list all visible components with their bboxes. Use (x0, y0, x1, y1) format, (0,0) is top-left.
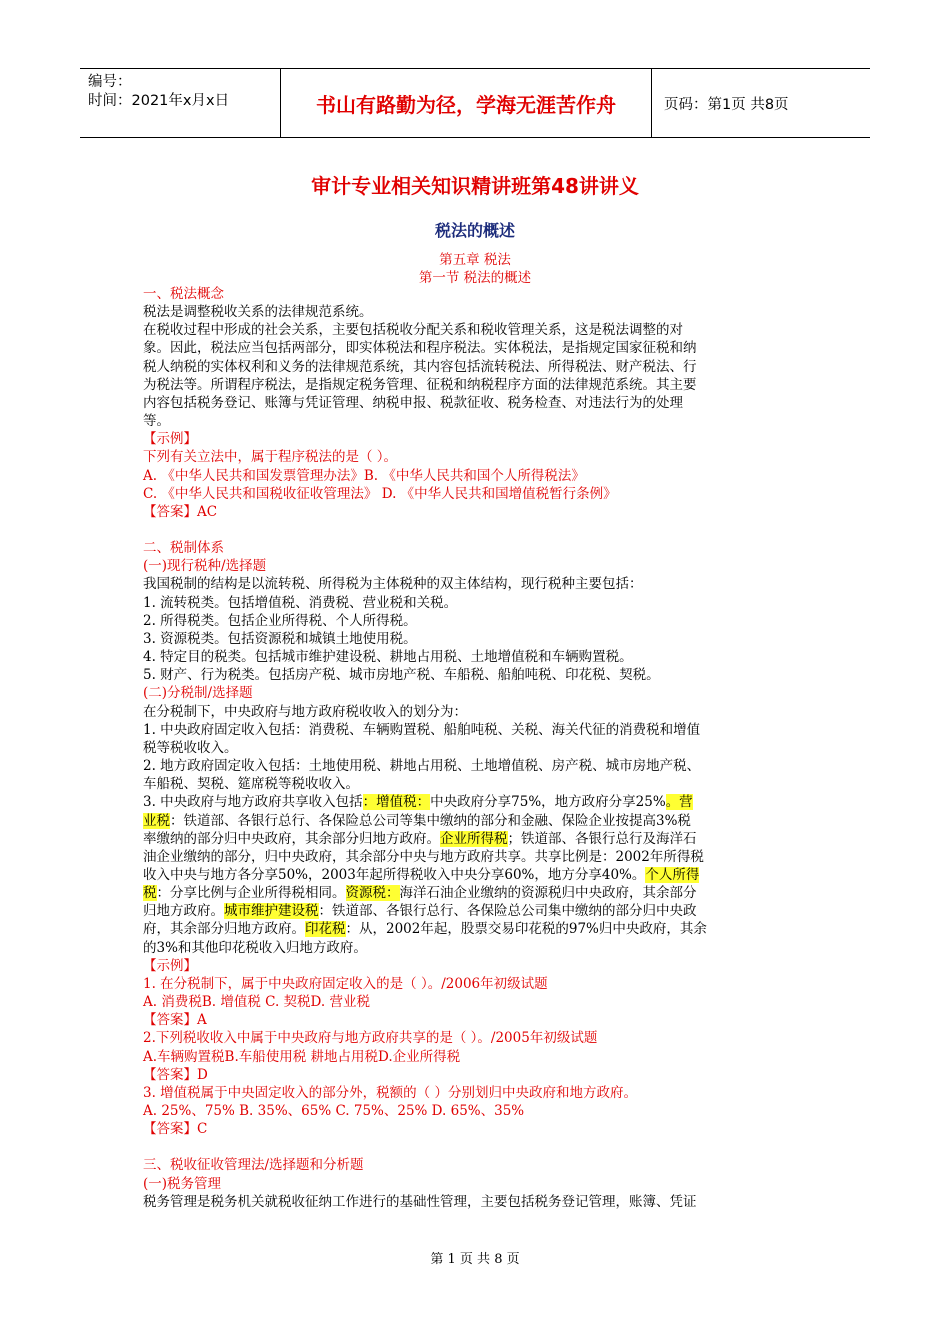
subsection-heading: (二)分税制/选择题 (143, 685, 253, 702)
paragraph-line: 我国税制的结构是以流转税、所得税为主体税种的双主体结构，现行税种主要包括： (143, 576, 643, 593)
paragraph-line (143, 830, 811, 848)
highlight-resource-tax: 资源税： (345, 885, 400, 902)
header-meta-cell (80, 69, 280, 137)
highlight-urban-construction-tax: 城市维护建设税 (224, 903, 319, 920)
list-item: 1. 流转税类。包括增值税、消费税、营业税和关税。 (143, 594, 458, 611)
document-title: 审计专业相关知识精讲班第48讲讲义 (311, 174, 639, 198)
text-span: ：从，2002年起，股票交易印花税的97%归中央政府，其余 (345, 921, 707, 938)
paragraph-line: 税法是调整税收关系的法律规范系统。 (143, 304, 373, 321)
options-line: A. 25%、75% B. 35%、65% C. 75%、25% D. 65%、35% (143, 1103, 525, 1120)
question: 3. 增值税属于中央固定收入的部分外，税额的（ ）分别划归中央政府和地方政府。 (143, 1084, 637, 1101)
subsection-heading: (一)税务管理 (143, 1175, 222, 1192)
number-label: 编号： (88, 74, 132, 90)
paragraph-line: 象。因此，税法应当包括两部分，即实体税法和程序税法。实体税法，是指规定国家征税和纳 (143, 340, 697, 357)
paragraph-line: 税人纳税的实体权利和义务的法律规范系统，其内容包括流转税法、所得税法、财产税法、行 (143, 358, 697, 375)
text-span: ：分享比例与企业所得税相同。 (156, 885, 346, 902)
answer: 【答案】D (143, 1066, 208, 1083)
header-motto: 书山有路勤为径，学海无涯苦作舟 (280, 69, 652, 137)
answer: 【答案】AC (143, 503, 218, 520)
options-line: A.车辆购置税B.车船使用税 耕地占用税D.企业所得税 (143, 1048, 461, 1065)
page-header-table (80, 68, 870, 138)
example-tag: 【示例】 (143, 431, 197, 448)
highlight-business-tax: 。营 (665, 794, 693, 811)
paragraph-line: 在税收过程中形成的社会关系，主要包括税收分配关系和税收管理关系，这是税法调整的对 (143, 322, 683, 339)
document-subtitle: 税法的概述 (434, 221, 515, 240)
section-1-heading: 一、税法概念 (143, 286, 224, 302)
section-heading: 第一节 税法的概述 (418, 270, 532, 286)
list-item: 2. 所得税类。包括企业所得税、个人所得税。 (143, 612, 417, 629)
paragraph-line: 税等税收收入。 (143, 739, 238, 756)
options-line: C. 《中华人民共和国税收征收管理法》 D. 《中华人民共和国增值税暂行条例》 (143, 485, 617, 502)
paragraph-line (143, 902, 811, 920)
question: 2.下列税收收入中属于中央政府与地方政府共享的是（ ）。/2005年初级试题 (143, 1030, 598, 1047)
answer: 【答案】C (143, 1121, 208, 1138)
text-span: ：铁道部、各银行总行、各保险总公司等集中缴纳的部分和金融、保险企业按提高3%税 (170, 812, 691, 829)
paragraph-line: 在分税制下，中央政府与地方政府税收收入的划分为： (143, 703, 467, 720)
list-item: 4. 特定目的税类。包括城市维护建设税、耕地占用税、土地增值税和车辆购置税。 (143, 649, 633, 666)
highlight-personal-income-tax: 个人所得 (645, 866, 700, 883)
paragraph-line: 为税法等。所谓程序税法，是指规定税务管理、征税和纳税程序方面的法律规范系统。其主要 (143, 376, 697, 393)
header-page-label: 页码：第1页 共8页 (664, 96, 789, 113)
paragraph-line: 1. 中央政府固定收入包括：消费税、车辆购置税、船舶吨税、关税、海关代征的消费税和增值 (143, 721, 701, 738)
highlight-corporate-income-tax: 企业所得税 (440, 830, 508, 847)
text-span: 府，其余部分归地方政府。 (143, 921, 305, 938)
paragraph-line: 税务管理是税务机关就税收征纳工作进行的基础性管理，主要包括税务登记管理，账簿、凭证 (143, 1193, 697, 1210)
text-span: 收入中央与地方各分享50%，2003年起所得税收入中央分享60%，地方分享40%。 (143, 866, 646, 883)
paragraph-line: 车船税、契税、筵席税等税收收入。 (143, 776, 359, 793)
document-body (143, 285, 811, 1211)
paragraph-line: 油企业缴纳的部分，归中央政府，其余部分中央与地方政府共享。共享比例是：2002年所得税 (143, 848, 704, 865)
page-footer: 第 1 页 共 8 页 (430, 1252, 520, 1267)
text-span: ：铁道部、各银行总行、各保险总公司集中缴纳的部分归中央政 (318, 903, 697, 920)
text-span: 海洋石油企业缴纳的资源税归中央政府，其余部分 (399, 885, 697, 902)
highlight-vat: ：增值税： (362, 794, 431, 811)
section-3-heading: 三、税收征收管理法/选择题和分析题 (143, 1157, 364, 1174)
options-line: A. 消费税B. 增值税 C. 契税D. 营业税 (143, 994, 370, 1011)
highlight-business-tax: 业税 (143, 812, 170, 829)
paragraph-line (143, 866, 811, 884)
paragraph-line (143, 884, 811, 902)
text-span: 3. 中央政府与地方政府共享收入包括 (143, 794, 363, 811)
question: 下列有关立法中，属于程序税法的是（ ）。 (143, 449, 398, 466)
time-label: 时间：2021年x月x日 (88, 93, 230, 109)
subsection-heading: (一)现行税种/选择题 (143, 558, 267, 575)
text-span: ；铁道部、各银行总行及海洋石 (507, 830, 697, 847)
options-line: A. 《中华人民共和国发票管理办法》B. 《中华人民共和国个人所得税法》 (143, 467, 585, 484)
list-item: 3. 资源税类。包括资源税和城镇土地使用税。 (143, 630, 417, 647)
answer: 【答案】A (143, 1012, 207, 1029)
text-span: 中央政府分享75%，地方政府分享25% (430, 794, 666, 811)
text-span: 率缴纳的部分归中央政府，其余部分归地方政府。 (143, 830, 440, 847)
chapter-heading: 第五章 税法 (439, 252, 511, 268)
question: 1. 在分税制下，属于中央政府固定收入的是（ ）。/2006年初级试题 (143, 975, 548, 992)
section-2-heading: 二、税制体系 (143, 540, 224, 557)
paragraph-line (143, 920, 811, 938)
highlight-personal-income-tax: 税 (143, 885, 157, 902)
paragraph-line: 内容包括税务登记、账簿与凭证管理、纳税申报、税款征收、税务检查、对违法行为的处理 (143, 394, 683, 411)
paragraph-line: 的3%和其他印花税收入归地方政府。 (143, 939, 367, 956)
paragraph-line: 等。 (143, 413, 170, 430)
list-item: 5. 财产、行为税类。包括房产税、城市房地产税、车船税、船舶吨税、印花税、契税。 (143, 667, 660, 684)
example-tag: 【示例】 (143, 957, 197, 974)
paragraph-line (143, 793, 811, 811)
text-span: 归地方政府。 (143, 903, 224, 920)
highlight-stamp-tax: 印花税 (305, 921, 346, 938)
paragraph-line: 2. 地方政府固定收入包括：土地使用税、耕地占用税、土地增值税、房产税、城市房地产税、 (143, 758, 701, 775)
paragraph-line (143, 812, 811, 830)
